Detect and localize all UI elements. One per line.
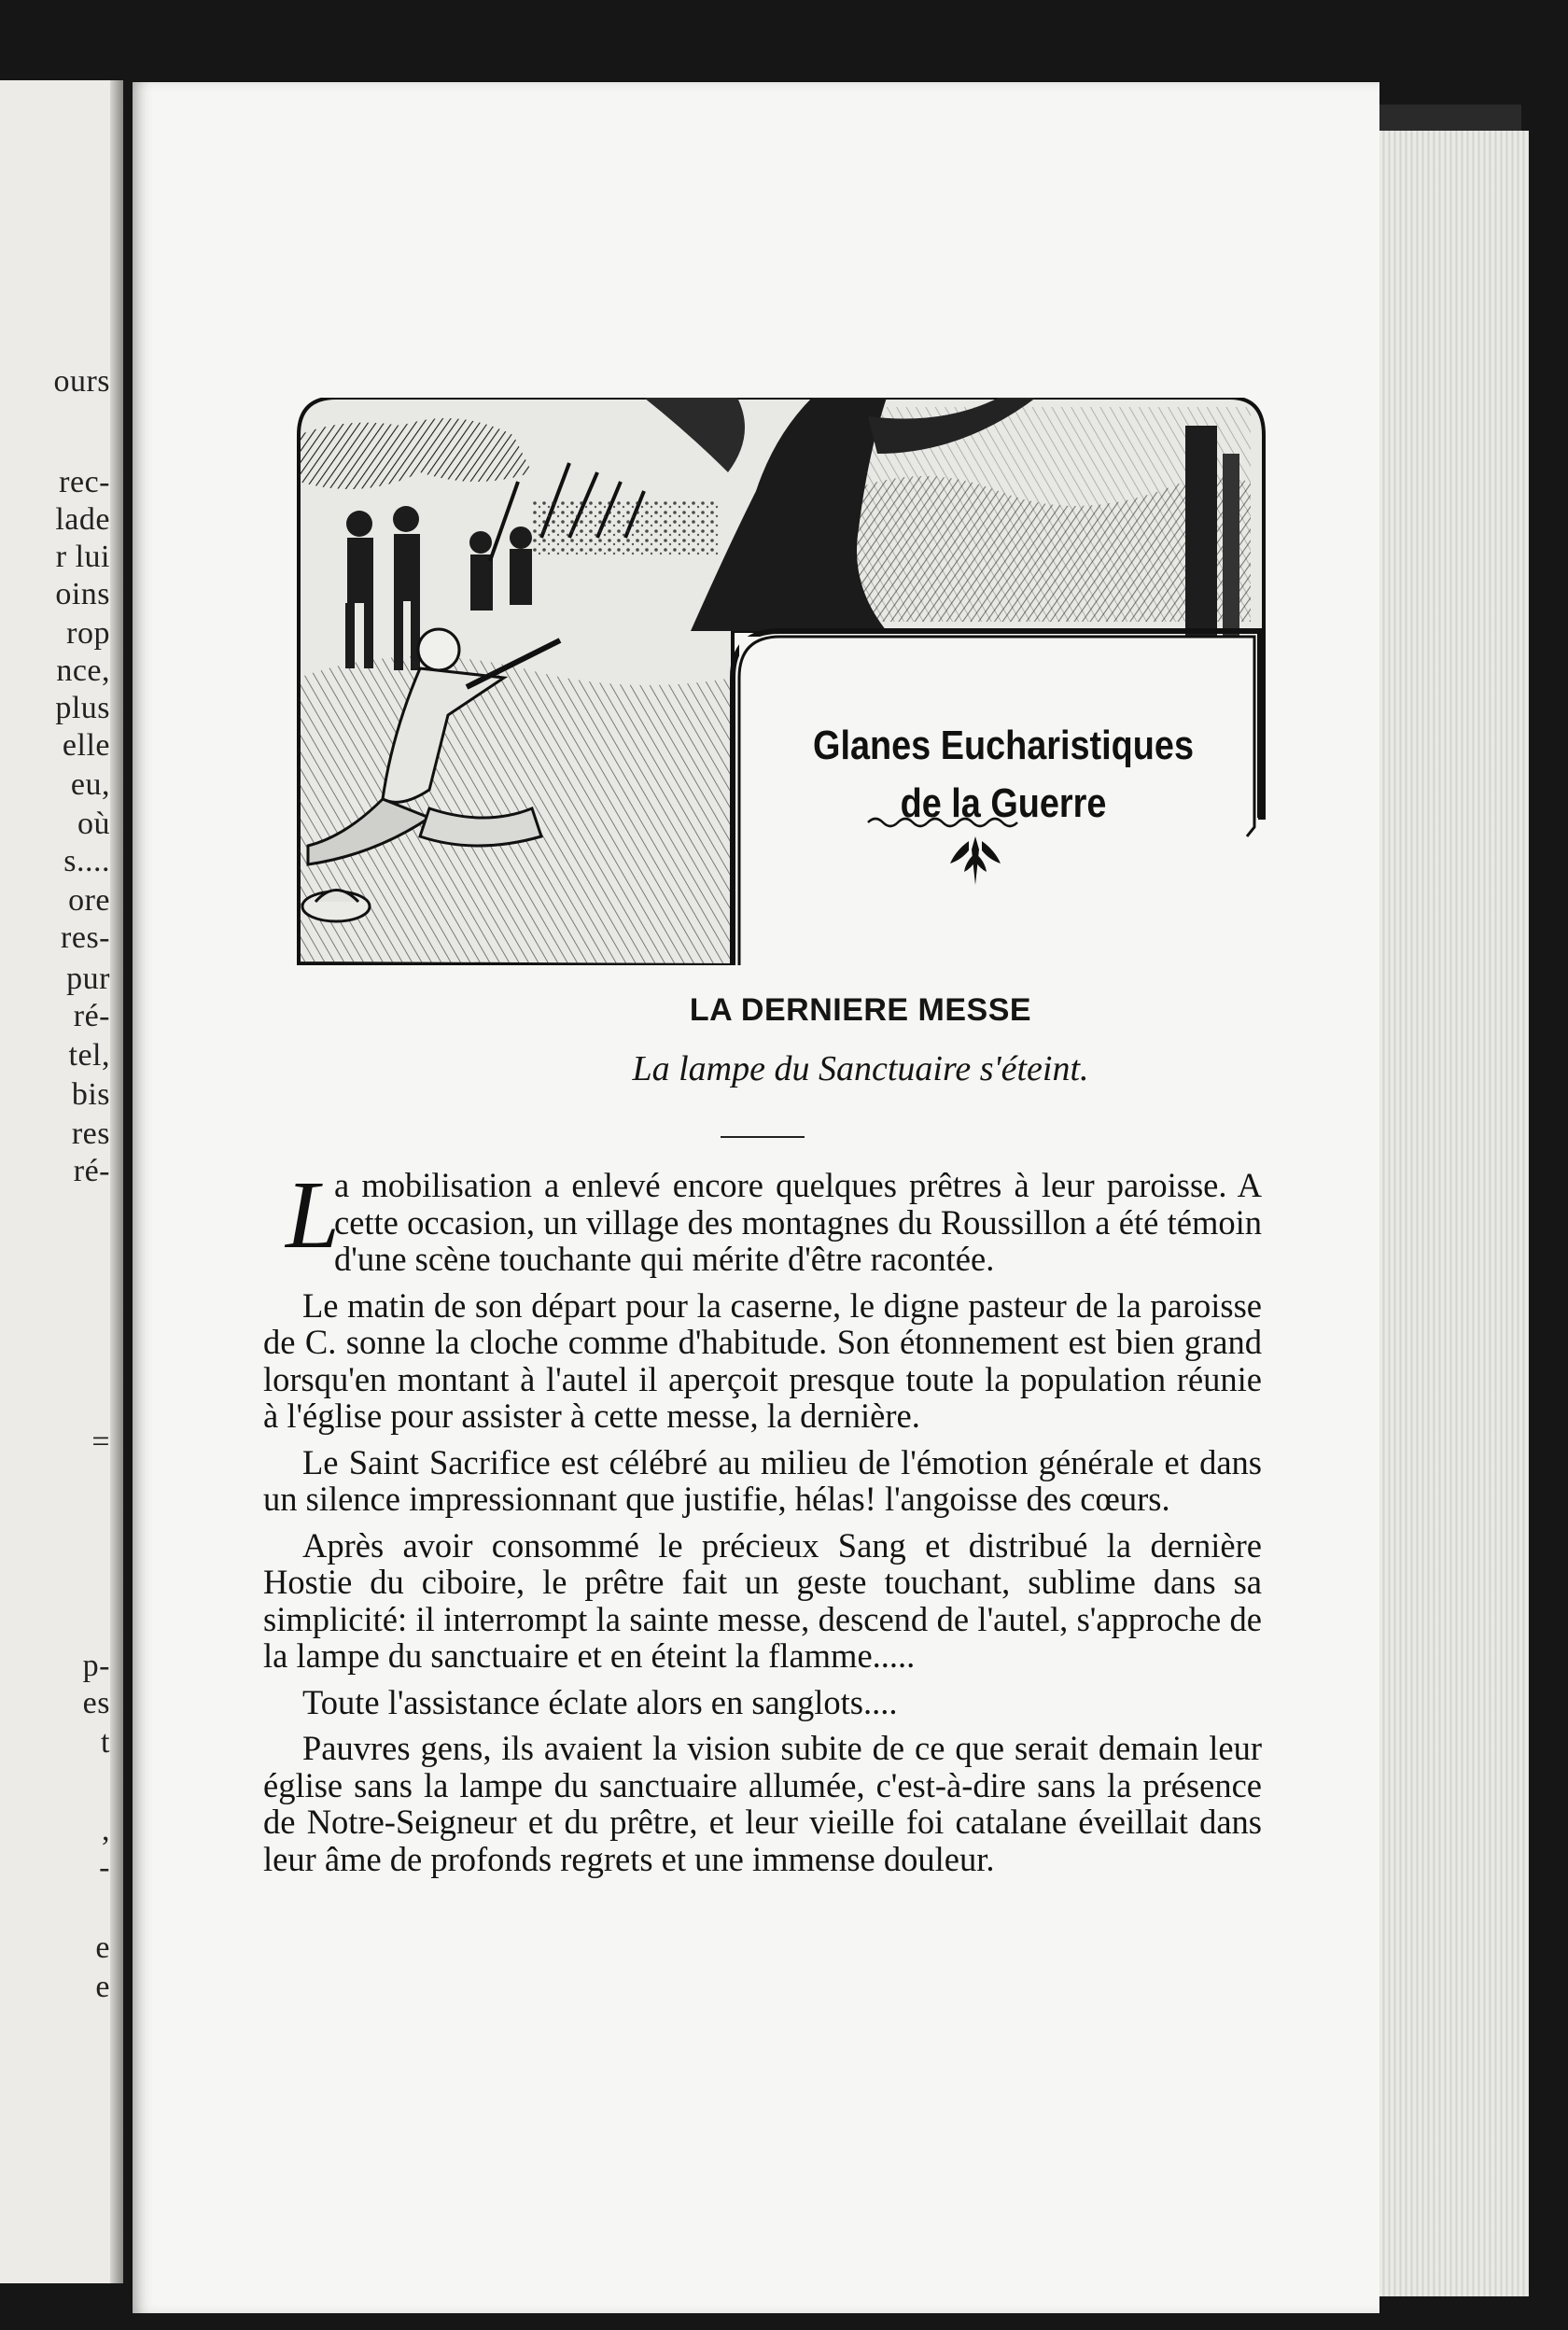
- article-body: [263, 1161, 1262, 1887]
- article-title: LA DERNIERE MESSE: [689, 992, 1032, 1028]
- left-page-fragment: elle: [62, 728, 110, 763]
- left-page-fragment: es: [82, 1686, 110, 1720]
- left-page-fragment: eu,: [70, 767, 110, 802]
- left-page-fragment: -: [99, 1850, 110, 1885]
- left-page-fragment: ré-: [73, 1154, 110, 1188]
- illustration-caption: [733, 631, 1274, 967]
- left-page-fragment: s....: [63, 844, 110, 878]
- left-page-fragment: res: [71, 1116, 110, 1151]
- paragraph: Le matin de son départ pour la caserne, le digne pasteur de la paroisse de C. sonne la cloche comme d'habitude. Son étonnement est bien grand lorsqu'en montant à l'autel il aperçoit presque toute la population réunie à l'église pour assister à cette messe, la dernière.: [263, 1285, 1262, 1435]
- left-page-fragment: p-: [82, 1649, 110, 1683]
- drop-cap: L: [286, 1161, 340, 1269]
- left-page-fragment: pur: [66, 961, 110, 996]
- paragraph: Pauvres gens, ils avaient la vision subite de ce que serait demain leur église sans la lampe du sanctuaire allumée, c'est-à-dire sans la présence de Notre-Seigneur et du prêtre, et leur vieille foi catalane éveillait dans leur âme de profonds regrets et une immense douleur.: [263, 1729, 1262, 1878]
- left-page-fragment: res-: [61, 920, 110, 955]
- left-page-fragment: ours: [53, 364, 110, 399]
- illustration-title-line2: de la Guerre: [900, 780, 1107, 826]
- left-page-fragment: ré-: [73, 999, 110, 1033]
- left-page-fragment: t: [101, 1725, 110, 1760]
- illustration-title-line1: Glanes Eucharistiques: [813, 723, 1194, 768]
- left-page-fragment: tel,: [68, 1038, 110, 1073]
- paragraph: Toute l'assistance éclate alors en sanglots....: [302, 1682, 898, 1721]
- left-page-fragment: où: [77, 807, 110, 841]
- left-page-fragment: e: [95, 1970, 110, 2004]
- book-gutter: [110, 80, 123, 2283]
- first-paragraph-text: a mobilisation a enlevé encore quelques prêtres à leur paroisse. A cette occasion, un village des montagnes du Roussillon a été témoin d'une scène touchante qui mérite d'être racontée.: [334, 1166, 1262, 1278]
- left-page-fragment: lade: [55, 502, 110, 537]
- article-subtitle: La lampe du Sanctuaire s'éteint.: [632, 1049, 1089, 1088]
- left-page-fragment: oins: [55, 577, 110, 611]
- left-page-fragment: rop: [66, 616, 110, 651]
- left-page-fragment: nce,: [56, 653, 110, 688]
- paragraph: Le Saint Sacrifice est célébré au milieu de l'émotion générale et dans un silence impressionnant que justifie, hélas! l'angoisse des cœurs.: [263, 1442, 1262, 1518]
- left-page-fragment: =: [91, 1425, 110, 1459]
- left-page-fragment: r lui: [55, 540, 110, 574]
- separator-rule: [721, 1136, 805, 1138]
- first-paragraph: [263, 1161, 1262, 1278]
- left-page-fragment: bis: [71, 1077, 110, 1112]
- header-illustration: [289, 398, 1267, 965]
- left-page-fragment: e: [95, 1930, 110, 1965]
- page-stack-edge: [1379, 131, 1529, 2296]
- left-page-fragment: plus: [55, 691, 110, 725]
- left-facing-page: [0, 80, 123, 2283]
- left-page-fragment: ,: [102, 1813, 110, 1847]
- left-page-fragment: ore: [68, 883, 110, 918]
- paragraph: Après avoir consommé le précieux Sang et distribué la dernière Hostie du ciboire, le prêtre fait un geste touchant, sublime dans sa simplicité: il interrompt la sainte messe, descend de l'autel, s'approche de la lampe du sanctuaire et en éteint la flamme.....: [263, 1525, 1262, 1675]
- left-page-fragment: rec-: [59, 465, 110, 499]
- main-page: [133, 82, 1379, 2313]
